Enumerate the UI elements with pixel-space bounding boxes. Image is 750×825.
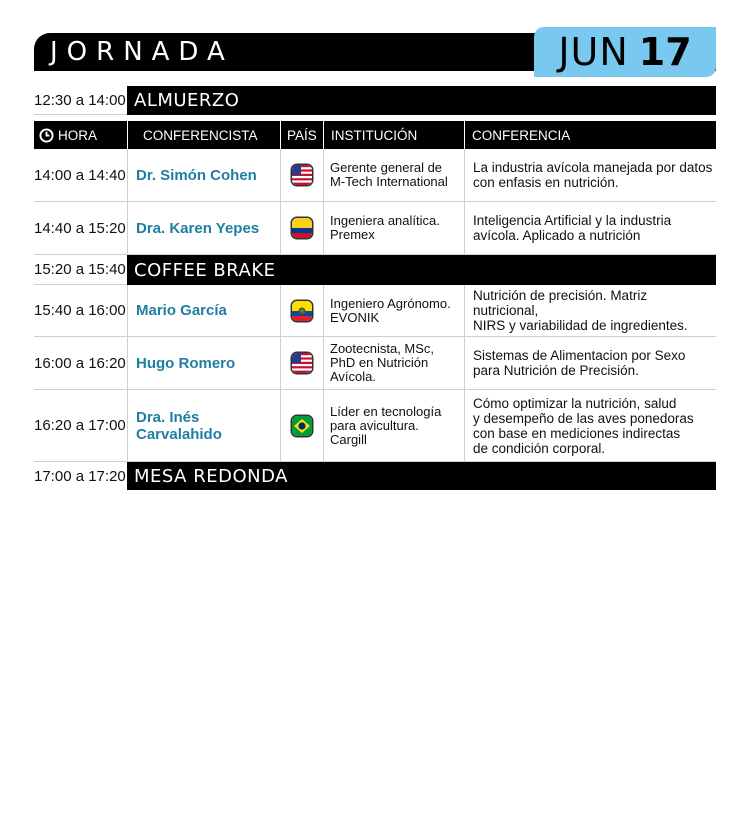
session-row — [34, 337, 716, 390]
institution: Ingeniera analítica. Premex — [323, 202, 464, 254]
conference-topic: La industria avícola manejada por datos con enfasis en nutrición. — [464, 149, 716, 201]
break-time: 12:30 a 14:00 — [34, 86, 127, 115]
session-time: 15:40 a 16:00 — [34, 302, 126, 319]
break-label: MESA REDONDA — [127, 462, 716, 490]
break-row — [34, 462, 716, 490]
institution: Zootecnista, MSc, PhD en Nutrición Avícola. — [323, 337, 464, 389]
column-conferencia: CONFERENCIA — [464, 121, 716, 149]
column-conferencista: CONFERENCISTA — [127, 121, 280, 149]
institution: Ingeniero Agrónomo. EVONIK — [323, 285, 464, 336]
usa-flag-icon — [292, 165, 312, 185]
break-label: ALMUERZO — [127, 86, 716, 115]
speaker-name: Dr. Simón Cohen — [127, 149, 280, 201]
date-month: JUN — [558, 30, 629, 74]
session-row — [34, 390, 716, 462]
session-row — [34, 149, 716, 202]
page-title: JORNADA — [50, 37, 234, 67]
colombia-flag-icon — [292, 218, 312, 238]
speaker-name: Dra. Karen Yepes — [127, 202, 280, 254]
session-time: 14:00 a 14:40 — [34, 166, 126, 184]
ecuador-flag-icon — [292, 301, 312, 321]
break-time: 17:00 a 17:20 — [34, 467, 126, 485]
speaker-name: Hugo Romero — [127, 337, 280, 389]
session-time: 14:40 a 15:20 — [34, 219, 126, 237]
speaker-name: Dra. Inés Carvalahido — [127, 390, 280, 461]
break-label: COFFEE BRAKE — [127, 255, 716, 285]
conference-topic: Cómo optimizar la nutrición, salud y desempeño de las aves ponedoras con base en mediciones indirectas de condición corporal. — [464, 390, 716, 461]
break-time: 15:20 a 15:40 — [34, 255, 127, 285]
clock-icon — [39, 128, 54, 143]
date-badge — [534, 27, 716, 77]
conference-topic: Sistemas de Alimentacion por Sexo para Nutrición de Precisión. — [464, 337, 716, 389]
column-pais: PAÍS — [280, 121, 323, 149]
speaker-name: Mario García — [127, 285, 280, 336]
break-row — [34, 86, 716, 115]
column-institucion: INSTITUCIÓN — [323, 121, 464, 149]
session-time: 16:00 a 16:20 — [34, 354, 126, 372]
session-time: 16:20 a 17:00 — [34, 417, 126, 434]
session-row — [34, 202, 716, 255]
column-hora — [34, 121, 127, 149]
session-row — [34, 285, 716, 337]
column-hora-label: HORA — [58, 127, 98, 143]
agenda-table — [34, 86, 716, 490]
conference-topic: Inteligencia Artificial y la industria avícola. Aplicado a nutrición — [464, 202, 716, 254]
conference-topic: Nutrición de precisión. Matriz nutricional, NIRS y variabilidad de ingredientes. — [464, 285, 716, 336]
brazil-flag-icon — [292, 416, 312, 436]
date-day: 17 — [638, 30, 692, 74]
usa-flag-icon — [292, 353, 312, 373]
institution: Líder en tecnología para avicultura. Cargill — [323, 390, 464, 461]
column-header-row — [34, 121, 716, 149]
break-row — [34, 255, 716, 285]
institution: Gerente general de M-Tech International — [323, 149, 464, 201]
